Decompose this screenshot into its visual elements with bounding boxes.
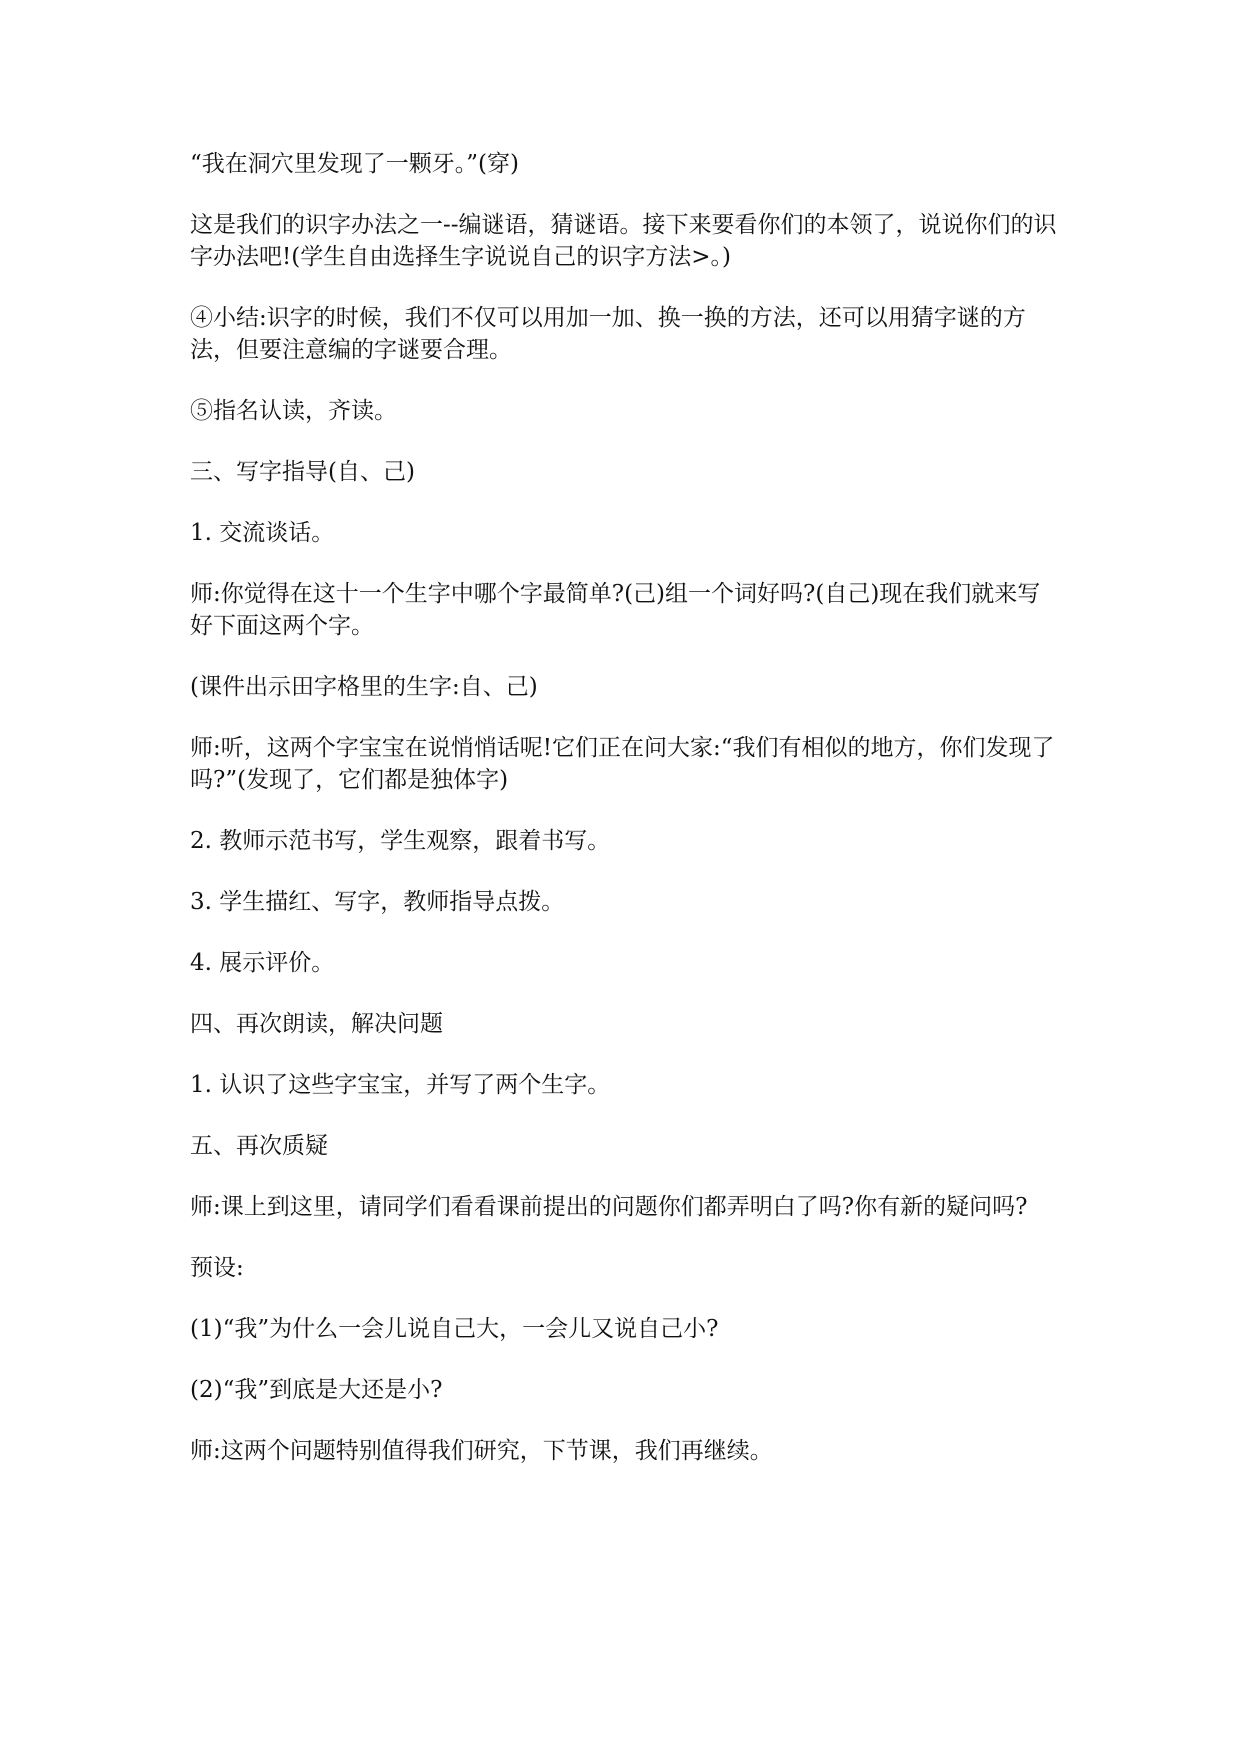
section-heading-reread: 四、再次朗读，解决问题 — [190, 1011, 443, 1037]
list-item-tracing: 3. 学生描红、写字，教师指导点拨。 — [190, 889, 565, 915]
list-item-demonstration: 2. 教师示范书写，学生观察，跟着书写。 — [190, 828, 611, 854]
paragraph-courseware-note: (课件出示田字格里的生字:自、己) — [190, 674, 538, 700]
paragraph-literacy-method: 这是我们的识字办法之一--编谜语，猜谜语。接下来要看你们的本领了，说说你们的识字办法吧!(学生自由选择生字说说自己的识字方法>。) — [190, 212, 1057, 270]
paragraph-preset-label: 预设: — [190, 1255, 244, 1281]
list-item-question-1: (1)“我”为什么一会儿说自己大，一会儿又说自己小? — [190, 1316, 719, 1342]
document-body — [190, 148, 1060, 1496]
section-heading-writing: 三、写字指导(自、己) — [190, 459, 415, 485]
paragraph-summary: ④小结:识字的时候，我们不仅可以用加一加、换一换的方法，还可以用猜字谜的方法，但要注意编的字谜要合理。 — [190, 305, 1026, 363]
paragraph-teacher-review: 师:课上到这里，请同学们看看课前提出的问题你们都弄明白了吗?你有新的疑问吗? — [190, 1194, 1028, 1220]
section-heading-question-again: 五、再次质疑 — [190, 1133, 328, 1159]
paragraph-riddle-example: “我在洞穴里发现了一颗牙。”(穿) — [190, 151, 519, 177]
list-item-discussion: 1. 交流谈话。 — [190, 520, 335, 546]
list-item-question-2: (2)“我”到底是大还是小? — [190, 1377, 443, 1403]
list-item-evaluation: 4. 展示评价。 — [190, 950, 335, 976]
paragraph-teacher-whisper: 师:听，这两个字宝宝在说悄悄话呢!它们正在问大家:“我们有相似的地方，你们发现了吗?”(发现了，它们都是独体字) — [190, 735, 1055, 793]
paragraph-closing: 师:这两个问题特别值得我们研究，下节课，我们再继续。 — [190, 1438, 773, 1464]
paragraph-teacher-question: 师:你觉得在这十一个生字中哪个字最简单?(己)组一个词好吗?(自己)现在我们就来写好下面这两个字。 — [190, 581, 1041, 639]
paragraph-reading: ⑤指名认读，齐读。 — [190, 398, 397, 424]
list-item-recognized: 1. 认识了这些字宝宝，并写了两个生字。 — [190, 1072, 611, 1098]
